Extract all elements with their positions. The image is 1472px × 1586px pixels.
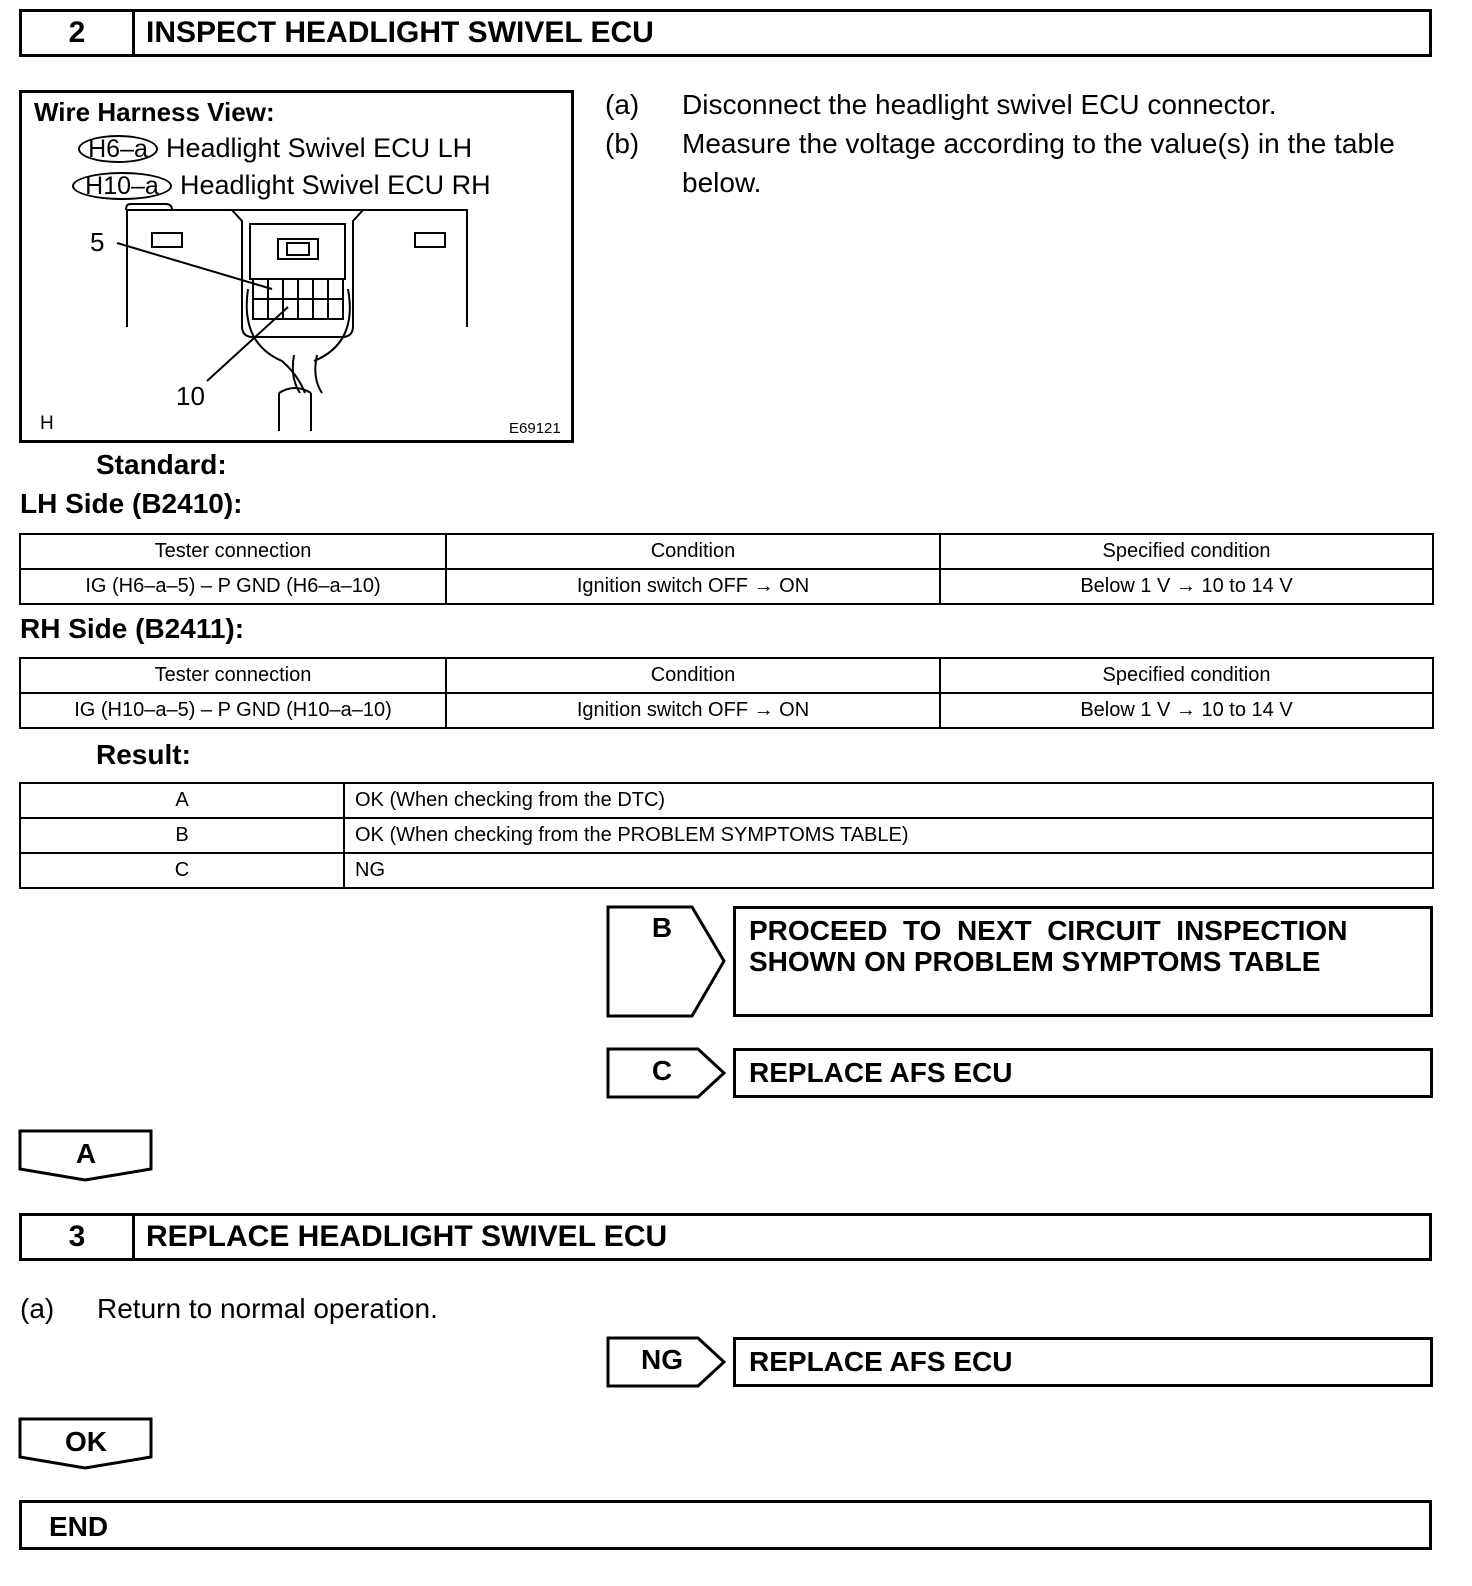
lh-spec-table xyxy=(19,533,1434,605)
header-cell: Condition xyxy=(446,534,940,569)
table-row xyxy=(20,853,1433,888)
step-number: 3 xyxy=(22,1216,135,1258)
ng-text: REPLACE AFS ECU xyxy=(749,1346,1013,1377)
branch-c-tag: C xyxy=(651,1055,673,1086)
instruction-b-text-1: Measure the voltage according to the value(s) in the table xyxy=(682,128,1395,159)
instruction-label: (a) xyxy=(20,1293,55,1324)
branch-b-line-1: PROCEED TO NEXT CIRCUIT INSPECTION xyxy=(749,915,1348,946)
result-code: B xyxy=(20,818,344,853)
ok-tag: OK xyxy=(65,1426,107,1457)
end-label: END xyxy=(49,1511,109,1542)
branch-c-result xyxy=(733,1048,1433,1098)
instruction-a-text: Disconnect the headlight swivel ECU connector. xyxy=(682,89,1277,120)
connector-rh-code: H10–a xyxy=(72,172,172,200)
step-2-header xyxy=(19,9,1432,57)
figure-title: Wire Harness View: xyxy=(34,97,275,127)
table-cell: IG (H10–a–5) – P GND (H10–a–10) xyxy=(20,693,446,728)
result-description: NG xyxy=(344,853,1433,888)
ng-tag: NG xyxy=(641,1344,683,1375)
standard-label: Standard: xyxy=(96,449,227,480)
step-number: 2 xyxy=(22,12,135,54)
branch-b-tag: B xyxy=(651,912,673,943)
instruction-b-label: (b) xyxy=(605,128,640,159)
ng-result xyxy=(733,1337,1433,1387)
table-header-row xyxy=(20,658,1433,693)
figure-id: E69121 xyxy=(509,420,561,437)
branch-c-text: REPLACE AFS ECU xyxy=(749,1057,1013,1088)
header-cell: Specified condition xyxy=(940,658,1433,693)
instruction-b-text-2: below. xyxy=(682,167,762,198)
step-3-header xyxy=(19,1213,1432,1261)
end-box xyxy=(19,1500,1432,1550)
result-code: A xyxy=(20,783,344,818)
branch-b-result xyxy=(733,906,1433,1017)
pin-label-10: 10 xyxy=(176,381,205,411)
lh-heading: LH Side (B2410): xyxy=(20,488,243,519)
table-cell: IG (H6–a–5) – P GND (H6–a–10) xyxy=(20,569,446,604)
branch-a-tag: A xyxy=(75,1138,97,1169)
figure-corner-label: H xyxy=(40,413,54,434)
table-row xyxy=(20,783,1433,818)
table-cell: Below 1 V → 10 to 14 V xyxy=(940,693,1433,728)
table-cell: Ignition switch OFF → ON xyxy=(446,693,940,728)
table-row xyxy=(20,569,1433,604)
header-cell: Tester connection xyxy=(20,534,446,569)
step-title: INSPECT HEADLIGHT SWIVEL ECU xyxy=(146,16,654,49)
table-row xyxy=(20,818,1433,853)
step-title: REPLACE HEADLIGHT SWIVEL ECU xyxy=(146,1220,668,1253)
result-table xyxy=(19,782,1434,889)
wire-harness-figure xyxy=(19,90,574,443)
connector-lh-code: H6–a xyxy=(78,135,158,163)
connector-lh-name: Headlight Swivel ECU LH xyxy=(166,133,473,163)
table-row xyxy=(20,693,1433,728)
instruction-text: Return to normal operation. xyxy=(97,1293,438,1324)
table-cell: Ignition switch OFF → ON xyxy=(446,569,940,604)
pin-label-5: 5 xyxy=(90,227,105,257)
connector-rh-name: Headlight Swivel ECU RH xyxy=(180,170,491,200)
result-label: Result: xyxy=(96,739,191,770)
table-cell: Below 1 V → 10 to 14 V xyxy=(940,569,1433,604)
rh-spec-table xyxy=(19,657,1434,729)
result-description: OK (When checking from the PROBLEM SYMPTOMS TABLE) xyxy=(344,818,1433,853)
header-cell: Condition xyxy=(446,658,940,693)
connector-drawing xyxy=(22,93,571,440)
header-cell: Specified condition xyxy=(940,534,1433,569)
result-description: OK (When checking from the DTC) xyxy=(344,783,1433,818)
rh-heading: RH Side (B2411): xyxy=(20,613,245,644)
table-header-row xyxy=(20,534,1433,569)
branch-b-line-2: SHOWN ON PROBLEM SYMPTOMS TABLE xyxy=(749,946,1321,977)
result-code: C xyxy=(20,853,344,888)
header-cell: Tester connection xyxy=(20,658,446,693)
instruction-a-label: (a) xyxy=(605,89,640,120)
